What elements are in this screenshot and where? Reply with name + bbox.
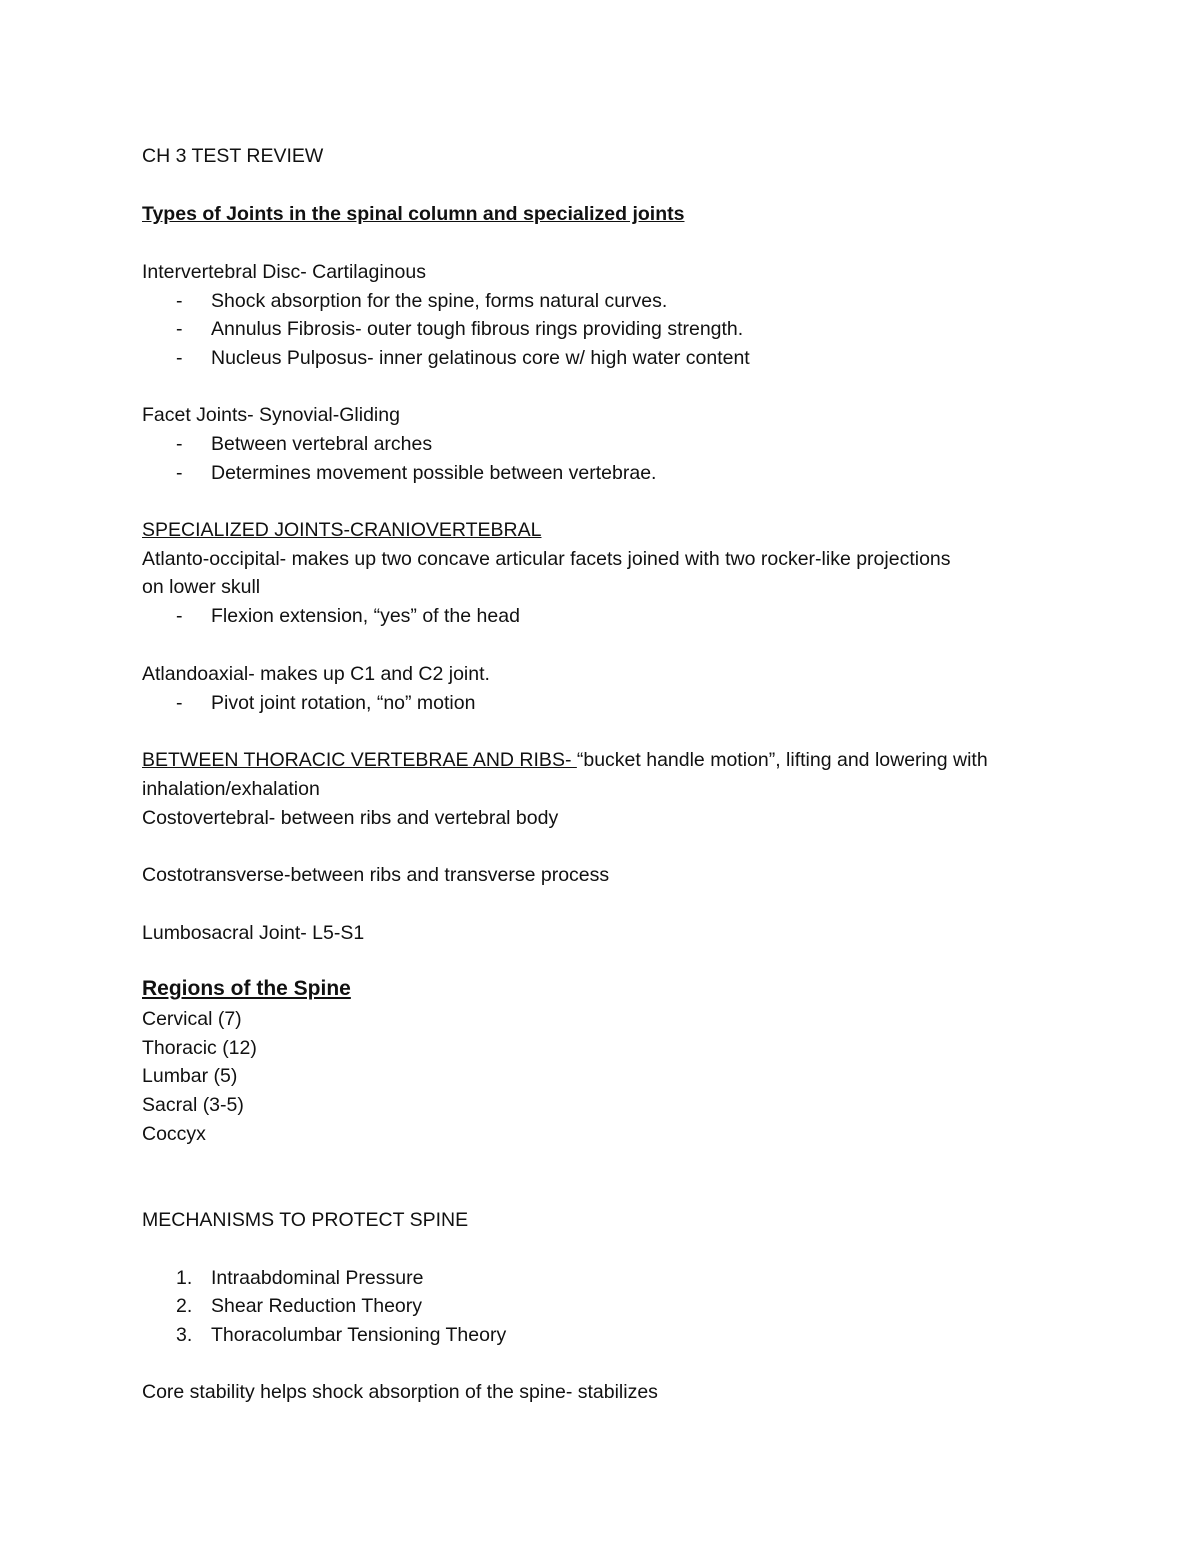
regions-heading: Regions of the Spine (142, 977, 351, 1000)
bullet-text: Pivot joint rotation, “no” motion (211, 692, 476, 714)
core-stability-text: Core stability helps shock absorption of the spine- stabilizes (142, 1381, 658, 1403)
atlantoaxial-text: Atlandoaxial- makes up C1 and C2 joint. (142, 663, 490, 685)
list-item: Lumbar (5) (142, 1065, 238, 1087)
bullet-dash: - (176, 290, 183, 312)
costotransverse-text: Costotransverse-between ribs and transverse process (142, 864, 610, 886)
list-number: 3. (176, 1324, 193, 1346)
bullet-text: Between vertebral arches (211, 433, 433, 455)
list-item: Sacral (3-5) (142, 1094, 244, 1116)
list-item-text: Intraabdominal Pressure (211, 1267, 424, 1289)
thoracic-ribs-heading: BETWEEN THORACIC VERTEBRAE AND RIBS- (142, 749, 577, 771)
bullet-dash: - (176, 347, 183, 369)
facet-joints-label: Facet Joints- Synovial-Gliding (142, 404, 400, 426)
list-item: Coccyx (142, 1123, 206, 1145)
thoracic-ribs-description: “bucket handle motion”, lifting and lowering with (576, 749, 988, 771)
list-item: Thoracic (12) (142, 1037, 257, 1059)
list-item: Cervical (7) (142, 1008, 242, 1030)
atlanto-occipital-text-cont: on lower skull (142, 576, 261, 598)
specialized-joints-heading: SPECIALIZED JOINTS-CRANIOVERTEBRAL (142, 519, 542, 541)
bullet-dash: - (176, 692, 183, 714)
thoracic-ribs-line (142, 746, 988, 774)
mechanisms-heading: MECHANISMS TO PROTECT SPINE (142, 1209, 469, 1231)
bullet-text: Nucleus Pulposus- inner gelatinous core w/ high water content (211, 347, 750, 369)
section-heading-joints: Types of Joints in the spinal column and specialized joints (142, 203, 685, 225)
bullet-dash: - (176, 433, 183, 455)
intervertebral-disc-label: Intervertebral Disc- Cartilaginous (142, 261, 426, 283)
list-number: 2. (176, 1295, 193, 1317)
bullet-dash: - (176, 605, 183, 627)
list-item-text: Shear Reduction Theory (211, 1295, 423, 1317)
costovertebral-text: Costovertebral- between ribs and vertebral body (142, 807, 559, 829)
lumbosacral-text: Lumbosacral Joint- L5-S1 (142, 922, 365, 944)
document-title: CH 3 TEST REVIEW (142, 145, 324, 167)
thoracic-ribs-description-cont: inhalation/exhalation (142, 778, 320, 800)
atlanto-occipital-text: Atlanto-occipital- makes up two concave articular facets joined with two rocker-like projections (142, 548, 951, 570)
list-number: 1. (176, 1267, 193, 1289)
bullet-text: Shock absorption for the spine, forms natural curves. (211, 290, 668, 312)
bullet-text: Annulus Fibrosis- outer tough fibrous rings providing strength. (211, 318, 744, 340)
bullet-dash: - (176, 462, 183, 484)
bullet-text: Flexion extension, “yes” of the head (211, 605, 520, 627)
bullet-dash: - (176, 318, 183, 340)
bullet-text: Determines movement possible between vertebrae. (211, 462, 657, 484)
list-item-text: Thoracolumbar Tensioning Theory (211, 1324, 507, 1346)
